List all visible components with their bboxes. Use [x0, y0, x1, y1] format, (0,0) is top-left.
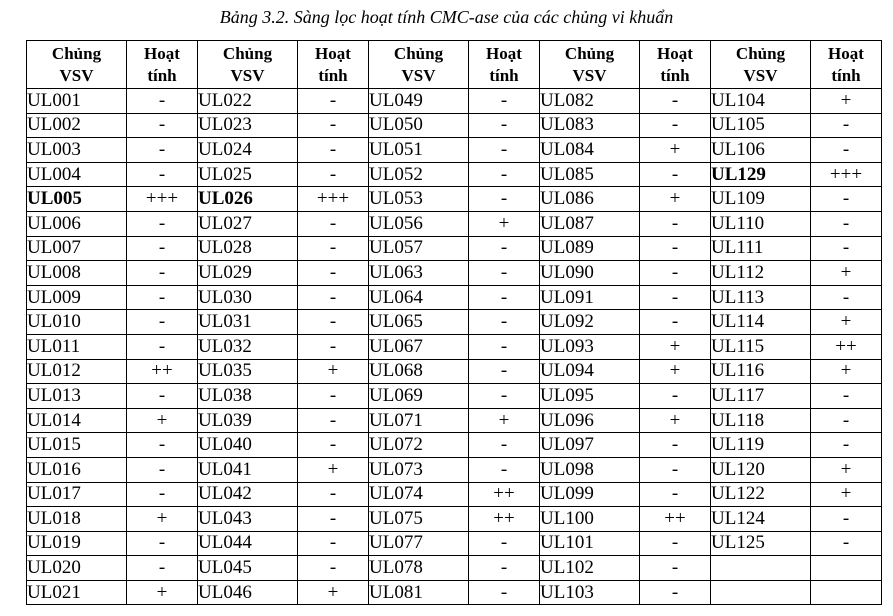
header-activity-line2: tính	[660, 65, 690, 85]
header-row	[27, 41, 882, 89]
strain-cell: UL109	[711, 187, 811, 212]
strain-cell: UL065	[369, 310, 469, 335]
activity-cell: -	[469, 261, 540, 286]
header-activity	[127, 41, 198, 89]
strain-cell: UL008	[27, 261, 127, 286]
strain-cell: UL118	[711, 408, 811, 433]
activity-cell: -	[640, 556, 711, 581]
strain-cell: UL045	[198, 556, 298, 581]
activity-cell: -	[640, 89, 711, 114]
activity-cell: -	[469, 531, 540, 556]
strain-cell: UL030	[198, 285, 298, 310]
strain-cell: UL095	[540, 384, 640, 409]
strain-cell: UL005	[27, 187, 127, 212]
activity-cell: -	[469, 556, 540, 581]
activity-cell: -	[127, 482, 198, 507]
activity-cell: -	[298, 113, 369, 138]
table-row	[27, 482, 882, 507]
activity-cell: -	[298, 138, 369, 163]
strain-cell: UL056	[369, 211, 469, 236]
activity-cell: -	[811, 211, 882, 236]
strain-cell: UL049	[369, 89, 469, 114]
strain-cell: UL083	[540, 113, 640, 138]
activity-cell: -	[298, 507, 369, 532]
activity-cell: -	[127, 113, 198, 138]
activity-cell: -	[811, 113, 882, 138]
strain-cell: UL013	[27, 384, 127, 409]
table-row	[27, 334, 882, 359]
activity-cell: -	[811, 187, 882, 212]
strain-cell: UL093	[540, 334, 640, 359]
activity-cell: +++	[811, 162, 882, 187]
activity-cell: +	[811, 359, 882, 384]
activity-cell: +	[640, 359, 711, 384]
activity-cell: -	[469, 580, 540, 605]
strain-cell: UL116	[711, 359, 811, 384]
strain-cell: UL018	[27, 507, 127, 532]
strain-cell: UL042	[198, 482, 298, 507]
activity-cell: -	[640, 433, 711, 458]
table-row	[27, 236, 882, 261]
strain-cell: UL020	[27, 556, 127, 581]
table-row	[27, 138, 882, 163]
header-activity-line1: Hoạt	[144, 43, 180, 63]
activity-cell: +	[811, 89, 882, 114]
strain-cell: UL043	[198, 507, 298, 532]
activity-cell: -	[127, 433, 198, 458]
activity-cell: +	[640, 138, 711, 163]
activity-cell: -	[127, 285, 198, 310]
activity-cell: ++	[469, 507, 540, 532]
activity-cell: +	[811, 261, 882, 286]
header-strain-line2: VSV	[743, 65, 778, 85]
activity-cell: -	[469, 334, 540, 359]
table-row	[27, 531, 882, 556]
header-activity-line1: Hoạt	[315, 43, 351, 63]
strain-cell: UL101	[540, 531, 640, 556]
strain-cell: UL073	[369, 457, 469, 482]
strain-cell: UL084	[540, 138, 640, 163]
activity-cell: -	[127, 236, 198, 261]
activity-cell: -	[811, 384, 882, 409]
activity-cell: +	[127, 580, 198, 605]
header-strain-line2: VSV	[572, 65, 607, 85]
activity-cell: -	[127, 89, 198, 114]
activity-cell: -	[127, 556, 198, 581]
strain-cell: UL067	[369, 334, 469, 359]
strain-cell: UL044	[198, 531, 298, 556]
activity-cell: +	[640, 408, 711, 433]
strain-cell: UL003	[27, 138, 127, 163]
activity-cell: -	[469, 433, 540, 458]
strain-cell: UL015	[27, 433, 127, 458]
table-caption: Bảng 3.2. Sàng lọc hoạt tính CMC-ase của các chủng vi khuẩn	[219, 7, 674, 27]
header-activity-line2: tính	[147, 65, 177, 85]
activity-cell: -	[640, 457, 711, 482]
activity-cell: -	[127, 261, 198, 286]
strain-cell: UL057	[369, 236, 469, 261]
activity-cell: +	[298, 457, 369, 482]
header-activity-line1: Hoạt	[657, 43, 693, 63]
strain-cell: UL035	[198, 359, 298, 384]
strain-cell: UL125	[711, 531, 811, 556]
activity-cell: -	[640, 531, 711, 556]
strain-cell: UL114	[711, 310, 811, 335]
strain-cell: UL071	[369, 408, 469, 433]
header-activity	[298, 41, 369, 89]
header-strain-line1: Chủng	[51, 43, 102, 63]
activity-cell: -	[469, 236, 540, 261]
activity-cell: -	[298, 334, 369, 359]
strain-cell: UL024	[198, 138, 298, 163]
activity-cell: -	[127, 162, 198, 187]
strain-cell: UL086	[540, 187, 640, 212]
strain-cell: UL038	[198, 384, 298, 409]
strain-cell: UL078	[369, 556, 469, 581]
header-strain-line2: VSV	[230, 65, 265, 85]
activity-cell: -	[127, 531, 198, 556]
strain-cell: UL111	[711, 236, 811, 261]
strain-cell: UL063	[369, 261, 469, 286]
activity-cell: -	[469, 187, 540, 212]
activity-cell: ++	[640, 507, 711, 532]
header-activity	[640, 41, 711, 89]
table-row	[27, 211, 882, 236]
strain-cell: UL072	[369, 433, 469, 458]
activity-cell: +	[640, 334, 711, 359]
table-row	[27, 507, 882, 532]
strain-cell: UL075	[369, 507, 469, 532]
header-strain-line1: Chủng	[564, 43, 615, 63]
activity-cell: -	[640, 236, 711, 261]
table-row	[27, 384, 882, 409]
header-strain	[27, 41, 127, 89]
activity-cell: ++	[811, 334, 882, 359]
activity-cell: -	[127, 138, 198, 163]
activity-cell: -	[298, 310, 369, 335]
strain-cell: UL050	[369, 113, 469, 138]
strain-cell: UL087	[540, 211, 640, 236]
activity-cell: +	[298, 580, 369, 605]
activity-cell: -	[127, 384, 198, 409]
table-row	[27, 457, 882, 482]
strain-cell: UL014	[27, 408, 127, 433]
activity-cell: -	[469, 384, 540, 409]
strain-cell: UL117	[711, 384, 811, 409]
table-row	[27, 285, 882, 310]
strain-cell: UL091	[540, 285, 640, 310]
activity-cell: -	[469, 359, 540, 384]
strain-cell: UL124	[711, 507, 811, 532]
activity-cell: -	[640, 211, 711, 236]
activity-cell: -	[298, 556, 369, 581]
header-strain-line2: VSV	[59, 65, 94, 85]
strain-cell: UL010	[27, 310, 127, 335]
activity-cell: -	[469, 457, 540, 482]
strain-cell: UL105	[711, 113, 811, 138]
header-activity-line2: tính	[318, 65, 348, 85]
header-activity	[811, 41, 882, 89]
activity-cell: +	[811, 457, 882, 482]
header-strain	[711, 41, 811, 89]
activity-cell: -	[298, 531, 369, 556]
header-strain	[540, 41, 640, 89]
activity-cell: +	[469, 211, 540, 236]
activity-cell: -	[640, 261, 711, 286]
strain-cell: UL027	[198, 211, 298, 236]
cmc-ase-screening-table	[26, 40, 882, 605]
strain-cell: UL031	[198, 310, 298, 335]
strain-cell: UL021	[27, 580, 127, 605]
activity-cell: -	[811, 236, 882, 261]
strain-cell: UL082	[540, 89, 640, 114]
strain-cell: UL102	[540, 556, 640, 581]
activity-cell: +	[127, 408, 198, 433]
strain-cell: UL104	[711, 89, 811, 114]
strain-cell: UL099	[540, 482, 640, 507]
strain-cell: UL006	[27, 211, 127, 236]
table-row	[27, 408, 882, 433]
activity-cell: -	[298, 433, 369, 458]
strain-cell: UL069	[369, 384, 469, 409]
header-activity-line1: Hoạt	[828, 43, 864, 63]
activity-cell: -	[298, 236, 369, 261]
strain-cell: UL001	[27, 89, 127, 114]
activity-cell: -	[640, 384, 711, 409]
strain-cell: UL017	[27, 482, 127, 507]
activity-cell: ++	[469, 482, 540, 507]
strain-cell: UL090	[540, 261, 640, 286]
activity-cell: -	[811, 408, 882, 433]
activity-cell	[811, 580, 882, 605]
strain-cell: UL097	[540, 433, 640, 458]
activity-cell: -	[298, 89, 369, 114]
strain-cell: UL120	[711, 457, 811, 482]
activity-cell: -	[469, 89, 540, 114]
strain-cell: UL009	[27, 285, 127, 310]
header-strain	[369, 41, 469, 89]
strain-cell: UL064	[369, 285, 469, 310]
activity-cell: -	[127, 211, 198, 236]
strain-cell: UL119	[711, 433, 811, 458]
strain-cell: UL077	[369, 531, 469, 556]
activity-cell: -	[298, 261, 369, 286]
strain-cell: UL029	[198, 261, 298, 286]
table-row	[27, 162, 882, 187]
activity-cell: +	[127, 507, 198, 532]
strain-cell: UL039	[198, 408, 298, 433]
strain-cell: UL002	[27, 113, 127, 138]
activity-cell: -	[640, 580, 711, 605]
activity-cell: -	[811, 138, 882, 163]
strain-cell: UL129	[711, 162, 811, 187]
strain-cell: UL110	[711, 211, 811, 236]
strain-cell: UL112	[711, 261, 811, 286]
activity-cell: -	[127, 310, 198, 335]
activity-cell: +++	[298, 187, 369, 212]
activity-cell: -	[298, 162, 369, 187]
table-row	[27, 359, 882, 384]
table-row	[27, 113, 882, 138]
activity-cell: -	[811, 531, 882, 556]
strain-cell: UL051	[369, 138, 469, 163]
strain-cell: UL025	[198, 162, 298, 187]
activity-cell: +++	[127, 187, 198, 212]
activity-cell: +	[640, 187, 711, 212]
header-strain	[198, 41, 298, 89]
activity-cell: -	[298, 408, 369, 433]
activity-cell: -	[640, 113, 711, 138]
activity-cell: -	[811, 433, 882, 458]
strain-cell: UL089	[540, 236, 640, 261]
table-row	[27, 187, 882, 212]
table-row	[27, 433, 882, 458]
strain-cell: UL004	[27, 162, 127, 187]
table-row	[27, 261, 882, 286]
strain-cell: UL028	[198, 236, 298, 261]
strain-cell: UL098	[540, 457, 640, 482]
activity-cell: -	[298, 482, 369, 507]
activity-cell: +	[469, 408, 540, 433]
table-body	[27, 89, 882, 605]
strain-cell: UL053	[369, 187, 469, 212]
header-activity-line2: tính	[831, 65, 861, 85]
activity-cell: ++	[127, 359, 198, 384]
header-activity-line2: tính	[489, 65, 519, 85]
activity-cell: -	[640, 285, 711, 310]
strain-cell	[711, 556, 811, 581]
header-activity-line1: Hoạt	[486, 43, 522, 63]
strain-cell: UL068	[369, 359, 469, 384]
strain-cell: UL032	[198, 334, 298, 359]
strain-cell: UL096	[540, 408, 640, 433]
strain-cell: UL023	[198, 113, 298, 138]
strain-cell: UL007	[27, 236, 127, 261]
activity-cell: -	[811, 507, 882, 532]
header-strain-line1: Chủng	[735, 43, 786, 63]
activity-cell: +	[298, 359, 369, 384]
strain-cell: UL085	[540, 162, 640, 187]
activity-cell: -	[298, 285, 369, 310]
activity-cell: -	[127, 457, 198, 482]
strain-cell: UL115	[711, 334, 811, 359]
header-activity	[469, 41, 540, 89]
activity-cell: -	[127, 334, 198, 359]
strain-cell: UL012	[27, 359, 127, 384]
activity-cell: -	[469, 138, 540, 163]
activity-cell: +	[811, 310, 882, 335]
strain-cell: UL122	[711, 482, 811, 507]
strain-cell: UL011	[27, 334, 127, 359]
activity-cell: -	[469, 113, 540, 138]
activity-cell: -	[469, 162, 540, 187]
strain-cell: UL046	[198, 580, 298, 605]
activity-cell	[811, 556, 882, 581]
activity-cell: -	[469, 285, 540, 310]
activity-cell: -	[640, 162, 711, 187]
strain-cell: UL103	[540, 580, 640, 605]
header-strain-line2: VSV	[401, 65, 436, 85]
strain-cell: UL081	[369, 580, 469, 605]
strain-cell: UL092	[540, 310, 640, 335]
strain-cell: UL026	[198, 187, 298, 212]
strain-cell: UL041	[198, 457, 298, 482]
strain-cell: UL052	[369, 162, 469, 187]
strain-cell: UL106	[711, 138, 811, 163]
activity-cell: -	[640, 310, 711, 335]
strain-cell: UL022	[198, 89, 298, 114]
strain-cell: UL019	[27, 531, 127, 556]
strain-cell: UL094	[540, 359, 640, 384]
strain-cell: UL040	[198, 433, 298, 458]
strain-cell	[711, 580, 811, 605]
strain-cell: UL100	[540, 507, 640, 532]
header-strain-line1: Chủng	[222, 43, 273, 63]
table-row	[27, 310, 882, 335]
strain-cell: UL016	[27, 457, 127, 482]
table-row	[27, 580, 882, 605]
header-strain-line1: Chủng	[393, 43, 444, 63]
activity-cell: +	[811, 482, 882, 507]
activity-cell: -	[640, 482, 711, 507]
activity-cell: -	[298, 211, 369, 236]
activity-cell: -	[298, 384, 369, 409]
table-row	[27, 556, 882, 581]
strain-cell: UL074	[369, 482, 469, 507]
strain-cell: UL113	[711, 285, 811, 310]
table-row	[27, 89, 882, 114]
activity-cell: -	[469, 310, 540, 335]
activity-cell: -	[811, 285, 882, 310]
